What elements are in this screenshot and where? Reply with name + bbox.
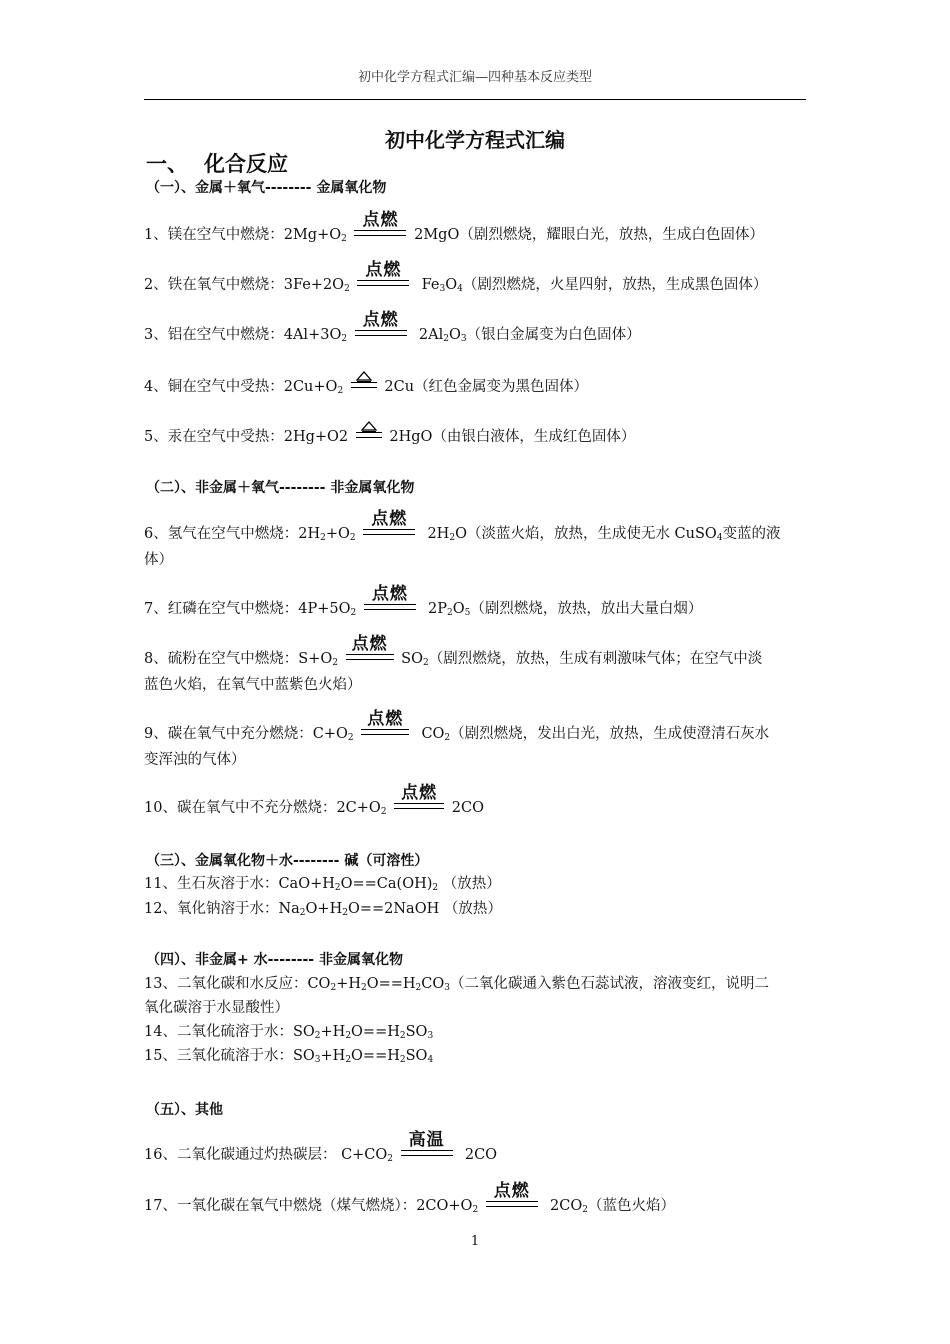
- heat-triangle-icon: [361, 421, 377, 432]
- equation-label: 2、铁在氧气中燃烧：: [144, 277, 284, 293]
- reactants: $4P+5O_2$: [298, 601, 357, 618]
- observation-note: （二氧化碳通入紫色石蕊试液，溶液变红，说明二: [450, 976, 769, 992]
- observation-note: （放热）: [443, 901, 502, 917]
- heat-triangle-icon: [356, 371, 372, 382]
- reactants: $S+O_2$: [298, 651, 338, 668]
- reaction-condition-heat: [353, 421, 385, 441]
- observation-note: （红色金属变为黑色固体）: [414, 379, 589, 395]
- header-rule: [144, 99, 806, 100]
- reaction-condition-ignite: 点燃: [483, 1190, 541, 1210]
- reaction-condition-high-temp: 高温: [398, 1139, 456, 1159]
- equation-label: 15、三氧化硫溶于水：: [144, 1048, 293, 1064]
- observation-note: （蓝色火焰）: [587, 1198, 675, 1214]
- products: $2P_2O_5$: [428, 601, 471, 618]
- reaction-condition-ignite: 点燃: [351, 219, 409, 239]
- reaction-condition-ignite: 点燃: [358, 718, 412, 738]
- equation: $CaO+H_2O==Ca(OH)_2$: [278, 876, 439, 893]
- observation-note: （淡蓝火焰，放热，生成使无水 CuSO$_4$变蓝的液: [466, 526, 781, 543]
- page-header: 初中化学方程式汇编—四种基本反应类型: [357, 70, 592, 85]
- equation-label: 13、二氧化碳和水反应：: [144, 976, 308, 992]
- products: 2CO: [451, 800, 484, 816]
- equation-label: 16、二氧化碳通过灼热碳层：: [144, 1147, 337, 1163]
- equation-label: 11、生石灰溶于水：: [144, 876, 279, 892]
- section-label: 化合反应: [204, 152, 288, 176]
- equation-line: [144, 260, 808, 299]
- section-number: 一、: [146, 152, 188, 176]
- equation-label: 4、铜在空气中受热：: [144, 379, 284, 395]
- equation-line: [144, 874, 808, 898]
- equation: $CO_2+H_2O==H_2CO_3$: [307, 976, 450, 993]
- equation-label: 3、铝在空气中燃烧：: [144, 327, 284, 343]
- equation-line: [144, 1130, 808, 1169]
- observation-note: （剧烈燃烧，发出白光，放热，生成使澄清石灰水: [450, 726, 770, 742]
- equation: $SO_3+H_2O==H_2SO_4$: [292, 1048, 434, 1065]
- equation-line: [144, 899, 808, 923]
- subsection-heading: （二）、非金属＋氧气-------- 非金属氧化物: [146, 480, 415, 496]
- equation-label: 6、氢气在空气中燃烧：: [144, 526, 299, 542]
- equation: $SO_2+H_2O==H_2SO_3$: [292, 1024, 434, 1041]
- products: $2Al_2O_3$: [418, 327, 467, 344]
- equation-line: [144, 371, 808, 401]
- products: $2CO_2$: [550, 1198, 588, 1215]
- reactants: $2Mg+O_2$: [283, 227, 347, 244]
- products: 2MgO: [414, 227, 460, 243]
- observation-note: （剧烈燃烧，放热，放出大量白烟）: [470, 601, 703, 617]
- reaction-condition-ignite: 点燃: [343, 643, 397, 663]
- reaction-condition-ignite: 点燃: [354, 269, 412, 289]
- products: 2CO: [464, 1147, 498, 1163]
- note-continuation: 氧化碳溶于水显酸性）: [144, 1000, 289, 1016]
- reaction-condition-ignite: 点燃: [361, 593, 419, 613]
- products: $Fe_3O_4$: [421, 277, 463, 294]
- observation-note: （由银白液体，生成红色固体）: [432, 429, 636, 445]
- equation-line: [144, 310, 808, 349]
- reactants: 2Hg+O2: [283, 429, 349, 445]
- equation-line: [144, 210, 808, 249]
- subsection-heading: （一）、金属＋氧气-------- 金属氧化物: [146, 180, 387, 196]
- subsection-heading: （四）、非金属+ 水-------- 非金属氧化物: [146, 952, 403, 968]
- equation-label: 9、碳在氧气中充分燃烧：: [144, 726, 313, 742]
- products: 2HgO: [389, 429, 433, 445]
- products: $CO_2$: [421, 726, 451, 743]
- equation: $Na_2O+H_2O==2NaOH$: [278, 901, 440, 918]
- note-continuation: 体）: [144, 552, 173, 568]
- observation-note: （剧烈燃烧，耀眼白光，放热，生成白色固体）: [459, 227, 764, 243]
- subsection-heading: （三）、金属氧化物＋水-------- 碱（可溶性）: [146, 853, 429, 869]
- reactants: $2H_2+O_2$: [298, 526, 356, 543]
- reactants: $2Cu+O_2$: [283, 379, 344, 396]
- equation-line: [144, 1181, 808, 1220]
- equation-line: [144, 634, 808, 673]
- equation-line: [144, 509, 808, 548]
- equation-label: 12、氧化钠溶于水：: [144, 901, 279, 917]
- equation-label: 14、二氧化硫溶于水：: [144, 1024, 293, 1040]
- products: $SO_2$: [401, 651, 429, 668]
- page-number: 1: [470, 1234, 480, 1249]
- reaction-condition-heat: [348, 371, 380, 391]
- equation-line: [144, 1046, 808, 1070]
- section-heading: [146, 148, 288, 178]
- equation-line: [144, 783, 808, 822]
- observation-note: （剧烈燃烧，放热，生成有刺激味气体；在空气中淡: [428, 651, 763, 667]
- note-continuation: 变浑浊的气体）: [144, 752, 246, 768]
- equation-label: 1、镁在空气中燃烧：: [144, 227, 284, 243]
- reactants: $3Fe+2O_2$: [283, 277, 350, 294]
- reaction-condition-ignite: 点燃: [391, 792, 447, 812]
- reactants: $C+O_2$: [312, 726, 354, 743]
- equation-line: [144, 709, 808, 748]
- equation-label: 5、汞在空气中受热：: [144, 429, 284, 445]
- document-title: 初中化学方程式汇编: [385, 128, 565, 152]
- equation-label: 7、红磷在空气中燃烧：: [144, 601, 299, 617]
- subsection-heading: （五）、其他: [146, 1102, 223, 1118]
- equation-label: 17、一氧化碳在氧气中燃烧（煤气燃烧）：: [144, 1198, 417, 1214]
- equation-line: [144, 1022, 808, 1046]
- reaction-condition-ignite: 点燃: [360, 518, 418, 538]
- equation-line: [144, 974, 808, 998]
- observation-note: （银白金属变为白色固体）: [466, 327, 641, 343]
- equation-line: [144, 584, 808, 623]
- reactants: $2C+O_2$: [336, 800, 387, 817]
- note-continuation: 蓝色火焰，在氧气中蓝紫色火焰）: [144, 677, 362, 693]
- products: 2Cu: [384, 379, 415, 395]
- reactants: $2CO+O_2$: [416, 1198, 479, 1215]
- observation-note: （剧烈燃烧，火星四射，放热，生成黑色固体）: [462, 277, 768, 293]
- equation-label: 10、碳在氧气中不充分燃烧：: [144, 800, 337, 816]
- equation-label: 8、硫粉在空气中燃烧：: [144, 651, 299, 667]
- reactants: $C+CO_2$: [341, 1147, 394, 1164]
- reaction-condition-ignite: 点燃: [352, 319, 410, 339]
- products: $2H_2O$: [427, 526, 467, 543]
- observation-note: （放热）: [442, 876, 501, 892]
- reactants: $4Al+3O_2$: [283, 327, 348, 344]
- equation-line: [144, 421, 808, 447]
